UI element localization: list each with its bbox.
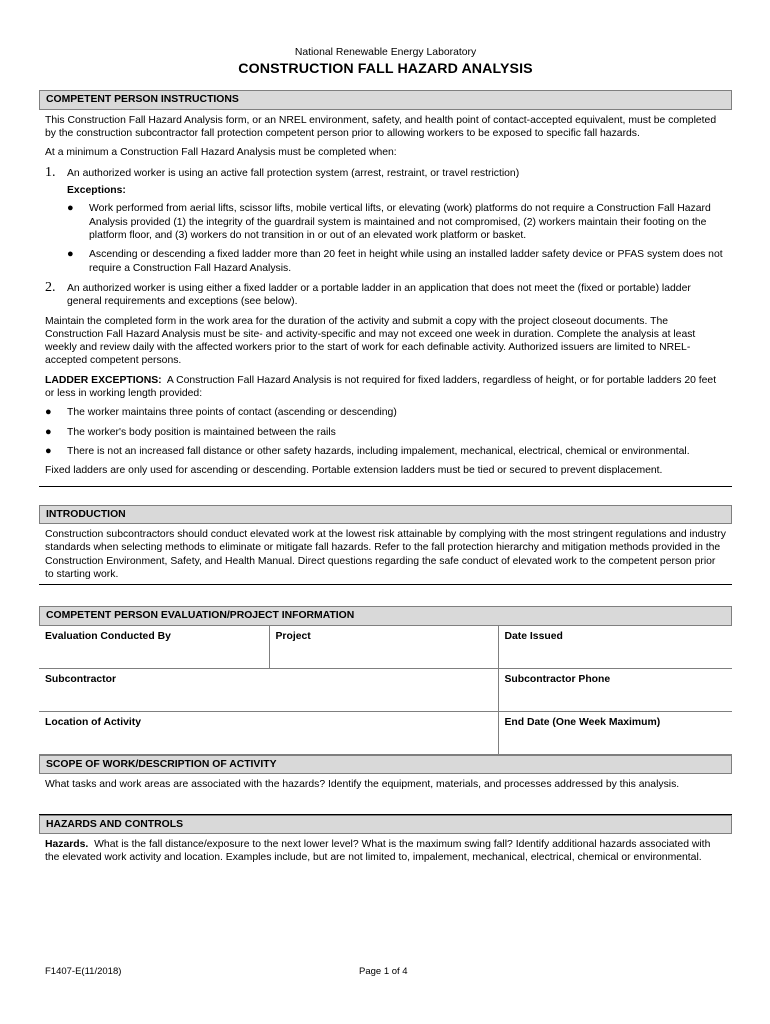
section-heading-hazards: HAZARDS AND CONTROLS bbox=[39, 815, 732, 834]
section-heading-introduction: INTRODUCTION bbox=[39, 505, 732, 524]
numbered-item bbox=[45, 166, 726, 180]
section-spacer bbox=[39, 585, 732, 606]
exceptions-list bbox=[45, 202, 726, 275]
bullet-icon: ● bbox=[45, 445, 52, 458]
instructions-intro: This Construction Fall Hazard Analysis form, or an NREL environment, safety, and health point of contact-accepted equivalent, must be completed by the construction subcontractor fall protection competent person prior to allowing workers to be exposed to specific fall hazards. bbox=[45, 114, 717, 140]
date-issued-field[interactable]: Date Issued bbox=[498, 626, 732, 669]
exceptions-title: Exceptions: bbox=[67, 185, 126, 197]
page-number: Page 1 of 4 bbox=[359, 966, 408, 977]
hazards-paragraph bbox=[45, 838, 726, 865]
numbered-item bbox=[45, 281, 726, 309]
ladder-condition: The worker maintains three points of contact (ascending or descending) bbox=[67, 407, 397, 419]
form-page bbox=[39, 46, 732, 871]
form-title: CONSTRUCTION FALL HAZARD ANALYSIS bbox=[238, 61, 533, 78]
section-heading-evaluation: COMPETENT PERSON EVALUATION/PROJECT INFORMATION bbox=[39, 606, 732, 625]
ladder-condition: There is not an increased fall distance or other safety hazards, including impalement, mechanical, electrical, chemical or environmental. bbox=[67, 446, 690, 458]
subcontractor-phone-field[interactable]: Subcontractor Phone bbox=[498, 669, 732, 712]
section-heading-instructions: COMPETENT PERSON INSTRUCTIONS bbox=[39, 90, 732, 109]
hazards-section[interactable] bbox=[39, 834, 732, 865]
organization-name: National Renewable Energy Laboratory bbox=[294, 47, 477, 58]
list-item bbox=[67, 248, 726, 275]
exception-text: Work performed from aerial lifts, scissor lifts, mobile vertical lifts, or elevating (work) platforms do not require a Construction Fall Hazard Analysis provided (1) the integrity of the guardrail system is maintained and not compromised, (2) workers maintain their footing on the platform floor, and (3) workers do not transition in or out of an elevated work platform or basket. bbox=[89, 203, 711, 241]
item-number: 2. bbox=[45, 279, 56, 295]
introduction-text: Construction subcontractors should conduct elevated work at the lowest risk attainable by complying with the most stringent regulations and industry standards when selecting methods to eliminate or mitigate fall hazards. Refer to the fall protection hierarchy and mitigation methods provided in the Construction Environment, Safety, and Health Manual. Direct questions regarding the safe conduct of elevated work to the competent person prior to starting work. bbox=[45, 528, 726, 580]
introduction-section bbox=[39, 524, 732, 585]
item-text: An authorized worker is using either a fixed ladder or a portable ladder in an application that does not meet the (fixed or portable) ladder general requirements and exceptions (see below). bbox=[67, 282, 691, 308]
scope-section[interactable] bbox=[39, 774, 732, 814]
scope-text: What tasks and work areas are associated with the hazards? Identify the equipment, materials, and processes addressed by this analysis. bbox=[45, 779, 680, 791]
bullet-icon: ● bbox=[67, 202, 74, 215]
form-id: F1407-E(11/2018) bbox=[45, 966, 122, 977]
list-item bbox=[45, 406, 726, 419]
hazards-label: Hazards. bbox=[45, 838, 89, 850]
item-number: 1. bbox=[45, 164, 56, 180]
fixed-ladders-note: Fixed ladders are only used for ascending or descending. Portable extension ladders must be tied or secured to prevent displacement. bbox=[45, 465, 663, 477]
section-spacer bbox=[39, 487, 732, 505]
evaluation-conducted-by-field[interactable]: Evaluation Conducted By bbox=[39, 626, 269, 669]
bullet-icon: ● bbox=[45, 406, 52, 419]
project-info-table bbox=[39, 626, 732, 756]
bullet-icon: ● bbox=[67, 248, 74, 261]
ladder-exceptions-label: LADDER EXCEPTIONS: bbox=[45, 374, 162, 386]
ladder-exceptions-text: A Construction Fall Hazard Analysis is not required for fixed ladders, regardless of height, or for portable ladders 20 feet or less in working length provided: bbox=[45, 374, 717, 400]
list-item bbox=[67, 202, 726, 242]
section-heading-scope: SCOPE OF WORK/DESCRIPTION OF ACTIVITY bbox=[39, 755, 732, 774]
project-field[interactable]: Project bbox=[269, 626, 498, 669]
hazards-text: What is the fall distance/exposure to the next lower level? What is the maximum swing fall? Identify additional hazards associated with the elevated work activity and location. Examples include, but are not limited to, impalement, mechanical, electrical, chemical or environmental. bbox=[45, 838, 711, 864]
location-of-activity-field[interactable]: Location of Activity bbox=[39, 712, 498, 755]
bullet-icon: ● bbox=[45, 425, 52, 438]
ladder-condition: The worker's body position is maintained between the rails bbox=[67, 426, 336, 438]
list-item bbox=[45, 426, 726, 439]
end-date-field[interactable]: End Date (One Week Maximum) bbox=[498, 712, 732, 755]
subcontractor-field[interactable]: Subcontractor bbox=[39, 669, 498, 712]
instructions-section bbox=[39, 110, 732, 487]
exception-text: Ascending or descending a fixed ladder more than 20 feet in height while using an installed ladder safety device or PFAS system does not require a Construction Fall Hazard Analysis. bbox=[89, 249, 723, 274]
maintain-paragraph: Maintain the completed form in the work area for the duration of the activity and submit a copy with the project closeout documents. The Construction Fall Hazard Analysis must be site- and activity-specific and may not exceed one week in duration. Complete the analysis at least weekly and review daily with the affected workers prior to the start of work for each definable activity. Authorized issuers are limited to NREL-accepted competent persons. bbox=[45, 315, 696, 367]
instructions-minimum: At a minimum a Construction Fall Hazard Analysis must be completed when: bbox=[45, 147, 397, 159]
list-item bbox=[45, 445, 726, 458]
ladder-exceptions-paragraph bbox=[45, 374, 726, 401]
item-text: An authorized worker is using an active fall protection system (arrest, restraint, or travel restriction) bbox=[67, 167, 520, 179]
